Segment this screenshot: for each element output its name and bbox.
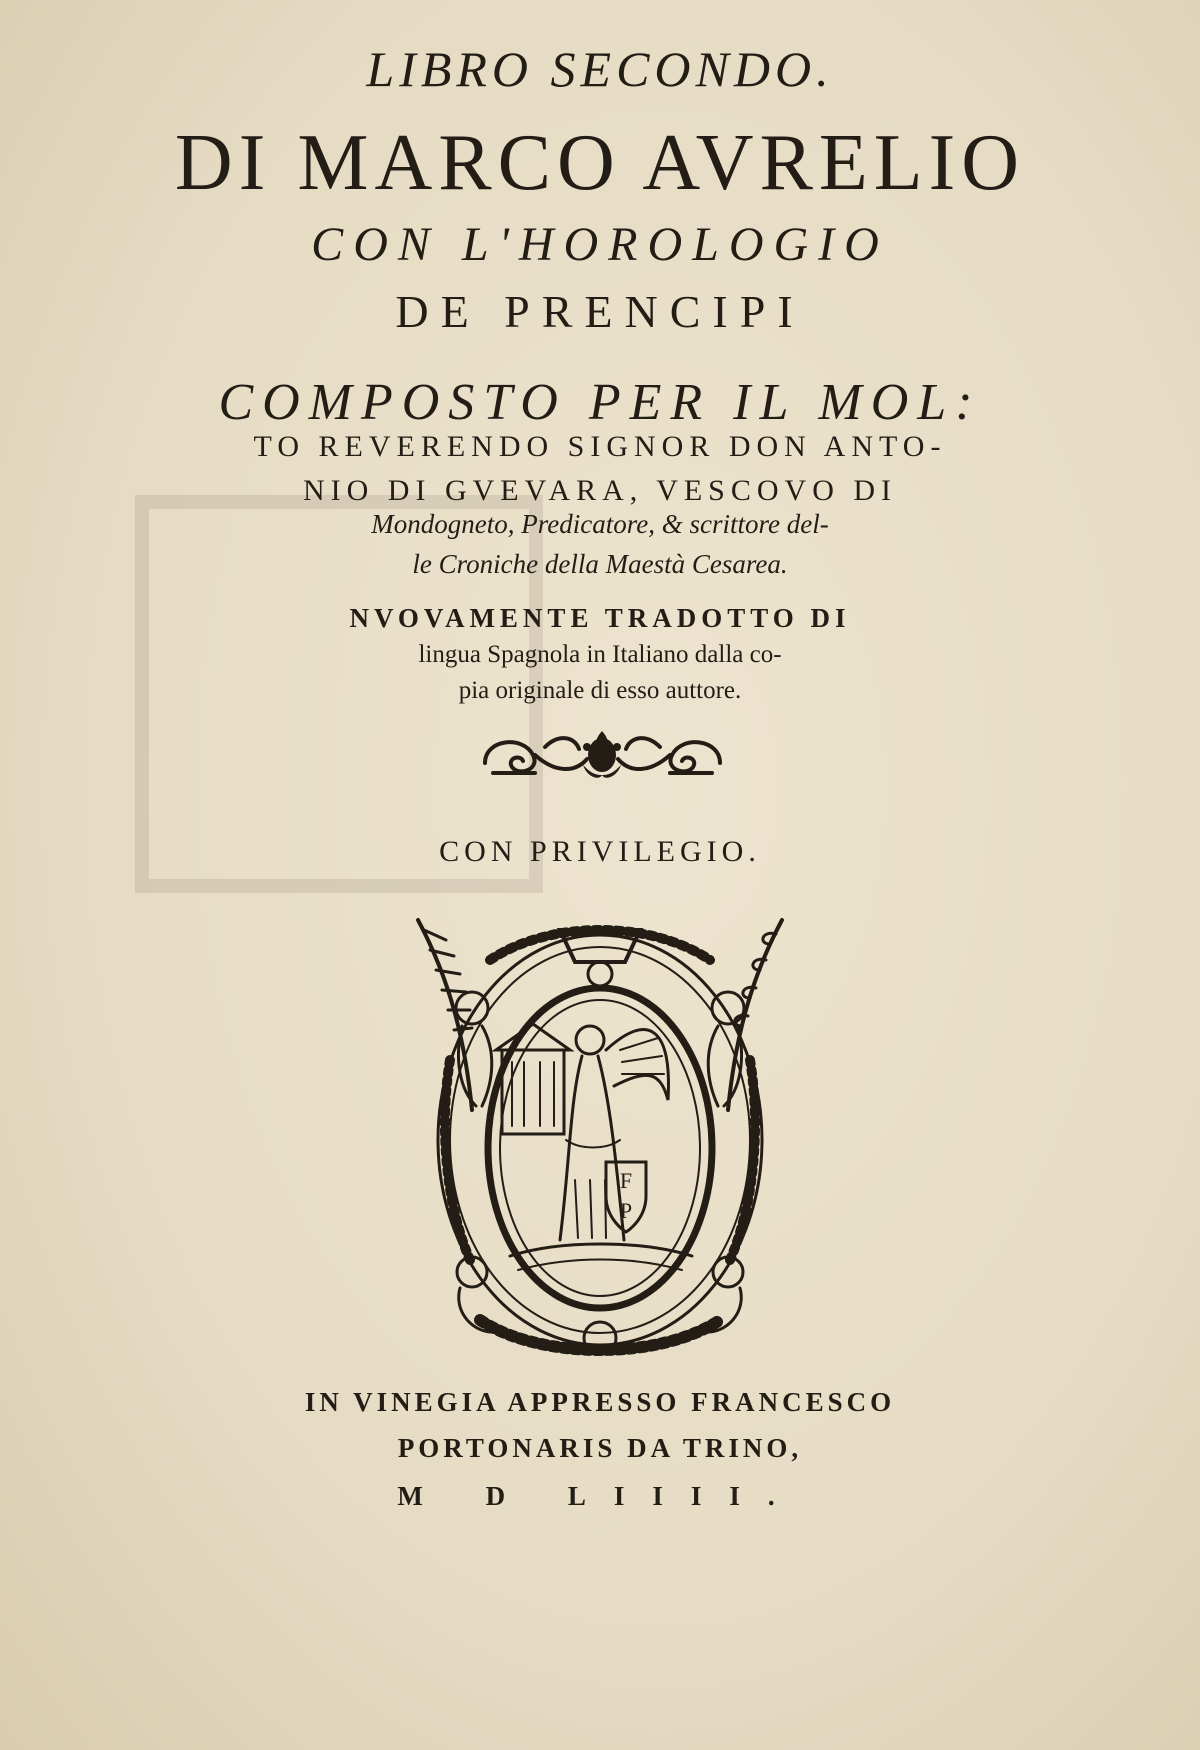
- device-initial-1: F: [619, 1168, 633, 1193]
- author-line-4: Mondogneto, Predicatore, & scrittore del-: [371, 509, 829, 539]
- translation-line-1: NVOVAMENTE TRADOTTO DI: [349, 603, 851, 633]
- author-line-2: TO REVERENDO SIGNOR DON ANTO-: [253, 430, 947, 463]
- author-line-5: le Croniche della Maestà Cesarea.: [412, 549, 788, 579]
- device-initial-2: P: [619, 1198, 633, 1223]
- fleuron-ornament: [475, 725, 730, 785]
- translation-line-2: lingua Spagnola in Italiano dalla co-: [418, 641, 782, 668]
- imprint-date: M D LIIII.: [397, 1481, 803, 1511]
- author-line-3: NIO DI GVEVARA, VESCOVO DI: [302, 474, 898, 507]
- author-line-1: COMPOSTO PER IL MOL:: [218, 374, 982, 431]
- book-number: LIBRO SECONDO.: [366, 41, 834, 97]
- main-title: DI MARCO AVRELIO: [174, 119, 1026, 207]
- imprint-line-2: PORTONARIS DA TRINO,: [397, 1433, 803, 1463]
- subtitle-line-1: CON L'HOROLOGIO: [311, 218, 889, 271]
- imprint-line-1: IN VINEGIA APPRESSO FRANCESCO: [304, 1387, 896, 1417]
- printers-device-woodcut: [410, 900, 790, 1370]
- privilege-notice: CON PRIVILEGIO.: [439, 835, 761, 868]
- subtitle-line-2: DE PRENCIPI: [395, 286, 805, 337]
- translation-line-3: pia originale di esso auttore.: [458, 677, 742, 704]
